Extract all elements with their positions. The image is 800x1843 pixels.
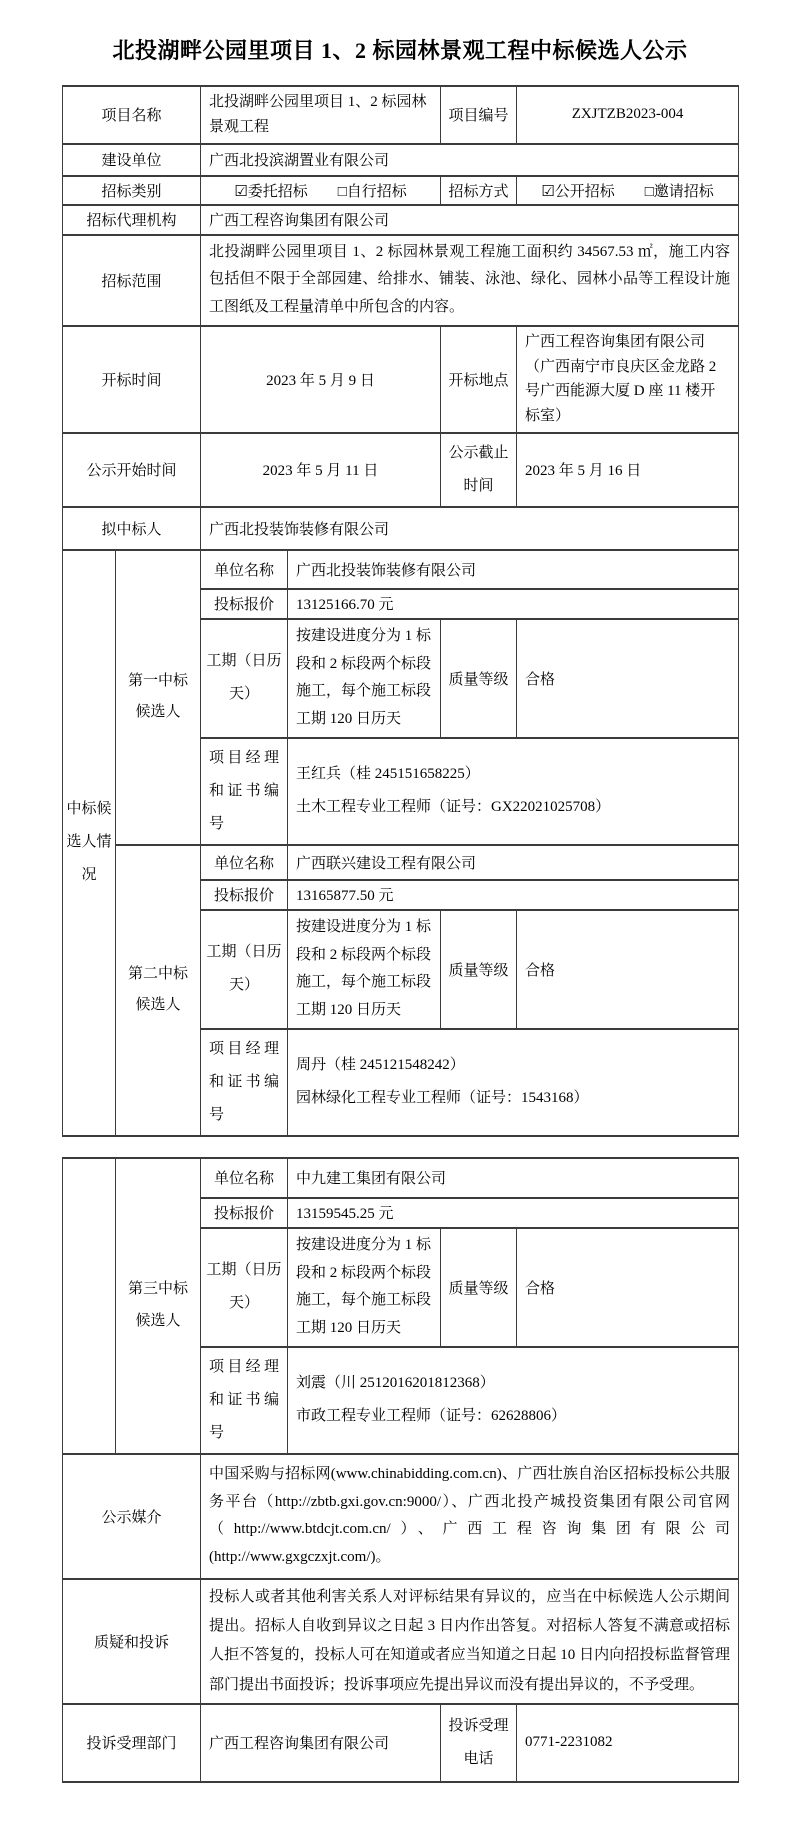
candidate-2-manager-value <box>288 1029 739 1136</box>
publicity-end-value: 2023 年 5 月 16 日 <box>517 433 739 507</box>
candidate-3-price-label: 投标报价 <box>201 1198 288 1228</box>
proposed-winner-value: 广西北投装饰装修有限公司 <box>201 507 739 550</box>
candidate-1-manager-line2: 土木工程专业工程师（证号：GX22021025708） <box>296 799 611 816</box>
candidate-2-duration-label: 工期（日历天） <box>201 910 288 1029</box>
bid-method-label: 招标方式 <box>441 176 517 205</box>
announcement-table-2 <box>62 1157 739 1783</box>
unchecked-box-icon: □自行招标 <box>337 183 407 200</box>
candidate-3-duration-label: 工期（日历天） <box>201 1228 288 1347</box>
candidate-3-price-value: 13159545.25 元 <box>288 1198 739 1228</box>
candidate-1-price-label: 投标报价 <box>201 589 288 619</box>
project-code-label: 项目编号 <box>441 86 517 144</box>
candidate-1-manager-line1: 王红兵（桂 245151658225） <box>296 766 480 783</box>
bid-category-label: 招标类别 <box>63 176 201 205</box>
complaint-phone-value: 0771-2231082 <box>517 1704 739 1782</box>
candidate-3-manager-label: 项目经理和证书编号 <box>201 1347 288 1454</box>
publicity-end-label: 公示截止时间 <box>441 433 517 507</box>
project-name-value: 北投湖畔公园里项目 1、2 标园林景观工程 <box>201 86 441 144</box>
agency-label: 招标代理机构 <box>63 205 201 235</box>
owner-value: 广西北投滨湖置业有限公司 <box>201 144 739 176</box>
candidate-2-manager-label: 项目经理和证书编号 <box>201 1029 288 1136</box>
table-gap <box>62 1137 738 1157</box>
candidates-section-label: 中标候选人情况 <box>63 550 116 1136</box>
candidate-1-price-value: 13125166.70 元 <box>288 589 739 619</box>
publicity-start-value: 2023 年 5 月 11 日 <box>201 433 441 507</box>
candidate-2-price-value: 13165877.50 元 <box>288 880 739 910</box>
checked-box-icon: ☑委托招标 <box>234 183 308 200</box>
owner-label: 建设单位 <box>63 144 201 176</box>
candidate-3-unit-value: 中九建工集团有限公司 <box>288 1158 739 1198</box>
bid-category-value <box>201 176 441 205</box>
media-label: 公示媒介 <box>63 1454 201 1579</box>
bid-method-value <box>517 176 739 205</box>
candidate-2-manager-line2: 园林绿化工程专业工程师（证号：1543168） <box>296 1090 589 1107</box>
candidate-2-manager-line1: 周丹（桂 245121548242） <box>296 1057 465 1074</box>
candidate-2-unit-value: 广西联兴建设工程有限公司 <box>288 845 739 880</box>
project-name-label: 项目名称 <box>63 86 201 144</box>
candidate-3-manager-value <box>288 1347 739 1454</box>
candidate-2-duration-value: 按建设进度分为 1 标段和 2 标段两个标段施工，每个施工标段工期 120 日历天 <box>288 910 441 1029</box>
candidate-1-duration-label: 工期（日历天） <box>201 619 288 738</box>
candidate-2-unit-label: 单位名称 <box>201 845 288 880</box>
candidate-1-quality-label: 质量等级 <box>441 619 517 738</box>
candidate-3-unit-label: 单位名称 <box>201 1158 288 1198</box>
open-time-value: 2023 年 5 月 9 日 <box>201 326 441 433</box>
open-place-label: 开标地点 <box>441 326 517 433</box>
open-place-value: 广西工程咨询集团有限公司（广西南宁市良庆区金龙路 2 号广西能源大厦 D 座 11 楼开标室） <box>517 326 739 433</box>
candidate-2-rank: 第二中标候选人 <box>116 845 201 1136</box>
media-value: 中国采购与招标网(www.chinabidding.com.cn)、广西壮族自治区招标投标公共服务平台（http://zbtb.gxi.gov.cn:9000/）、广西北投产城投资集团有限公司官网（http://www.btdcjt.com.cn/）、广西工程咨询集团有限公司(http://www.gxgczxjt.com/)。 <box>201 1454 739 1579</box>
candidate-1-unit-value: 广西北投装饰装修有限公司 <box>288 550 739 589</box>
candidate-1-unit-label: 单位名称 <box>201 550 288 589</box>
announcement-table-1 <box>62 85 739 1137</box>
open-time-label: 开标时间 <box>63 326 201 433</box>
page-title: 北投湖畔公园里项目 1、2 标园林景观工程中标候选人公示 <box>112 38 688 63</box>
candidate-1-manager-value <box>288 738 739 845</box>
candidate-1-quality-value: 合格 <box>517 619 739 738</box>
candidate-2-quality-value: 合格 <box>517 910 739 1029</box>
candidate-1-manager-label: 项目经理和证书编号 <box>201 738 288 845</box>
candidate-3-quality-value: 合格 <box>517 1228 739 1347</box>
scope-value: 北投湖畔公园里项目 1、2 标园林景观工程施工面积约 34567.53 ㎡，施工内容包括但不限于全部园建、给排水、铺装、泳池、绿化、园林小品等工程设计施工图纸及工程量清单中所包含的内容。 <box>201 235 739 326</box>
agency-value: 广西工程咨询集团有限公司 <box>201 205 739 235</box>
unchecked-box-icon: □邀请招标 <box>644 183 714 200</box>
objection-label: 质疑和投诉 <box>63 1579 201 1704</box>
project-code-value: ZXJTZB2023-004 <box>517 86 739 144</box>
complaint-dept-label: 投诉受理部门 <box>63 1704 201 1782</box>
scope-label: 招标范围 <box>63 235 201 326</box>
complaint-phone-label: 投诉受理电话 <box>441 1704 517 1782</box>
objection-value: 投标人或者其他利害关系人对评标结果有异议的，应当在中标候选人公示期间提出。招标人自收到异议之日起 3 日内作出答复。对招标人答复不满意或招标人拒不答复的，投标人可在知道或者应当知道之日起 10 日内向招投标监督管理部门提出书面投诉；投诉事项应先提出异议而没有提出异议的，不予受理。 <box>201 1579 739 1704</box>
candidate-3-manager-line1: 刘震（川 2512016201812368） <box>296 1375 495 1392</box>
publicity-start-label: 公示开始时间 <box>63 433 201 507</box>
complaint-dept-value: 广西工程咨询集团有限公司 <box>201 1704 441 1782</box>
candidate-3-duration-value: 按建设进度分为 1 标段和 2 标段两个标段施工，每个施工标段工期 120 日历天 <box>288 1228 441 1347</box>
checked-box-icon: ☑公开招标 <box>541 183 615 200</box>
proposed-winner-label: 拟中标人 <box>63 507 201 550</box>
candidates-section-spacer <box>63 1158 116 1454</box>
candidate-1-duration-value: 按建设进度分为 1 标段和 2 标段两个标段施工，每个施工标段工期 120 日历天 <box>288 619 441 738</box>
candidate-1-rank: 第一中标候选人 <box>116 550 201 845</box>
candidate-3-rank: 第三中标候选人 <box>116 1158 201 1454</box>
candidate-3-quality-label: 质量等级 <box>441 1228 517 1347</box>
candidate-2-quality-label: 质量等级 <box>441 910 517 1029</box>
candidate-3-manager-line2: 市政工程专业工程师（证号：62628806） <box>296 1408 567 1425</box>
candidate-2-price-label: 投标报价 <box>201 880 288 910</box>
